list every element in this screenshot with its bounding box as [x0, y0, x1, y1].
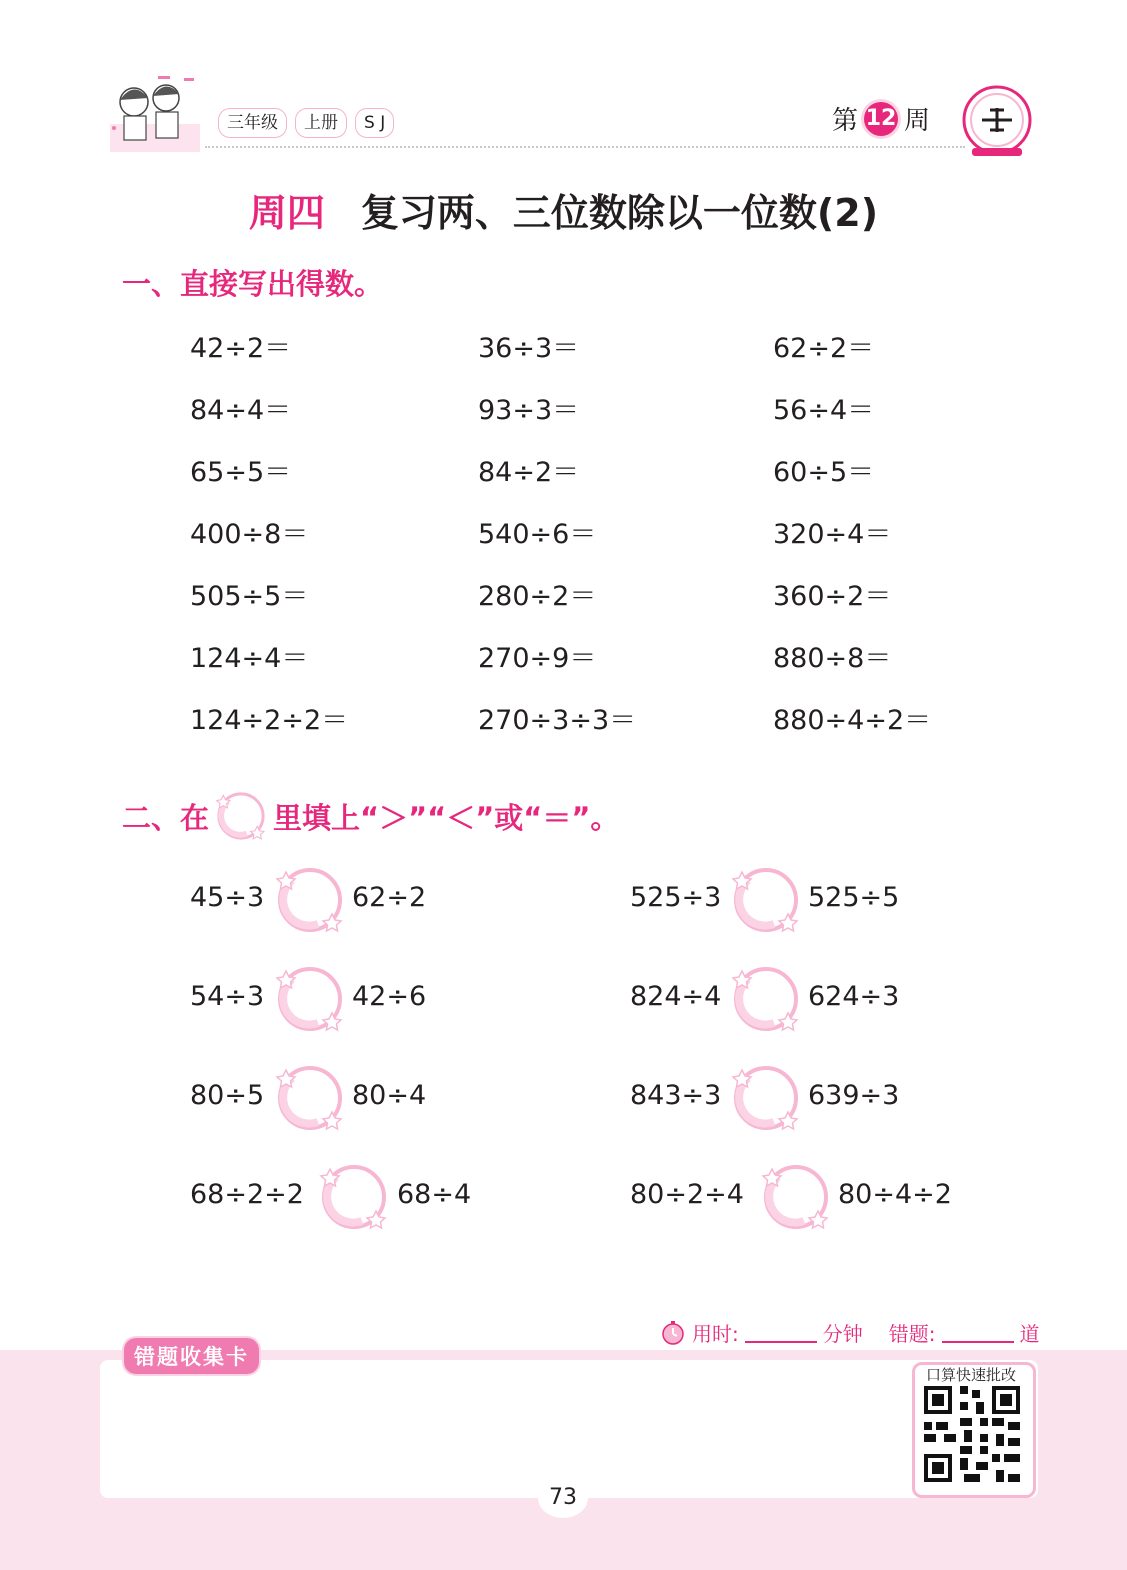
problem-cell: 60÷5＝: [773, 457, 875, 488]
problem-cell: 93÷3＝: [478, 395, 580, 426]
problem-cell: 505÷5＝: [190, 581, 309, 612]
stopwatch-icon: [660, 1320, 686, 1346]
problem-cell: 84÷2＝: [478, 457, 580, 488]
errors-unit: 道: [1019, 1322, 1040, 1346]
compare-right: 80÷4÷2: [838, 1179, 952, 1210]
page-title: [0, 182, 1127, 237]
compare-right: 62÷2: [352, 882, 427, 913]
week-suffix: 周: [904, 106, 931, 136]
answer-circle-blank[interactable]: [272, 1060, 348, 1136]
section2-heading-after: 里填上“＞”“＜”或“＝”。: [273, 800, 620, 835]
compare-right: 42÷6: [352, 981, 427, 1012]
compare-left: 80÷2÷4: [630, 1179, 744, 1210]
error-collection-card[interactable]: [100, 1360, 1038, 1498]
qr-caption: 口算快速批改: [925, 1366, 1016, 1384]
compare-right: 639÷3: [808, 1080, 900, 1111]
answer-circle-blank[interactable]: [758, 1159, 834, 1235]
title-day: 周四: [248, 191, 325, 235]
section1-heading: 一、直接写出得数。: [122, 267, 384, 301]
problem-cell: 270÷3÷3＝: [478, 705, 637, 736]
problem-cell: 880÷8＝: [773, 643, 892, 674]
answer-circle-blank[interactable]: [316, 1159, 392, 1235]
answer-circle-blank[interactable]: [728, 862, 804, 938]
compare-left: 45÷3: [190, 882, 265, 913]
problem-cell: 124÷4＝: [190, 643, 309, 674]
section2-heading-before: 二、在: [122, 800, 210, 835]
answer-circle-blank[interactable]: [728, 961, 804, 1037]
page-number: 73: [538, 1478, 588, 1518]
edition-tag: S J: [355, 108, 394, 138]
error-card-label: 错题收集卡: [124, 1338, 259, 1374]
compare-left: 843÷3: [630, 1080, 722, 1111]
compare-right: 80÷4: [352, 1080, 427, 1111]
errors-blank[interactable]: [942, 1323, 1014, 1343]
week-number: 12: [864, 102, 898, 136]
problem-cell: 880÷4÷2＝: [773, 705, 932, 736]
problem-cell: 270÷9＝: [478, 643, 597, 674]
header-divider: [205, 146, 965, 148]
week-prefix: 第: [832, 106, 859, 136]
problem-cell: 320÷4＝: [773, 519, 892, 550]
compare-right: 525÷5: [808, 882, 900, 913]
compare-right: 624÷3: [808, 981, 900, 1012]
time-label: 用时:: [692, 1322, 739, 1346]
week-indicator: [832, 100, 930, 137]
answer-circle-icon: [213, 788, 269, 844]
time-blank[interactable]: [745, 1323, 817, 1343]
problem-cell: 360÷2＝: [773, 581, 892, 612]
problem-cell: 42÷2＝: [190, 333, 292, 364]
section2-heading: [122, 788, 619, 844]
grade-tag: 三年级: [218, 108, 287, 138]
errors-label: 错题:: [888, 1322, 936, 1346]
problem-cell: 62÷2＝: [773, 333, 875, 364]
compare-left: 80÷5: [190, 1080, 265, 1111]
problem-cell: 540÷6＝: [478, 519, 597, 550]
brand-seal-icon: [960, 80, 1034, 160]
problem-cell: 36÷3＝: [478, 333, 580, 364]
problem-cell: 124÷2÷2＝: [190, 705, 349, 736]
book-info: [218, 108, 394, 138]
compare-left: 824÷4: [630, 981, 722, 1012]
answer-circle-blank[interactable]: [272, 961, 348, 1037]
problem-cell: 84÷4＝: [190, 395, 292, 426]
problem-cell: 280÷2＝: [478, 581, 597, 612]
problem-cell: 400÷8＝: [190, 519, 309, 550]
compare-right: 68÷4: [397, 1179, 472, 1210]
compare-left: 54÷3: [190, 981, 265, 1012]
time-record: [660, 1318, 1040, 1347]
time-unit: 分钟: [822, 1322, 863, 1346]
qr-code-icon[interactable]: [924, 1386, 1020, 1482]
answer-circle-blank[interactable]: [728, 1060, 804, 1136]
answer-circle-blank[interactable]: [272, 862, 348, 938]
title-text: 复习两、三位数除以一位数(2): [360, 191, 879, 235]
problem-cell: 56÷4＝: [773, 395, 875, 426]
compare-left: 525÷3: [630, 882, 722, 913]
problem-cell: 65÷5＝: [190, 457, 292, 488]
volume-tag: 上册: [295, 108, 347, 138]
kids-illustration: [104, 70, 204, 156]
compare-left: 68÷2÷2: [190, 1179, 304, 1210]
